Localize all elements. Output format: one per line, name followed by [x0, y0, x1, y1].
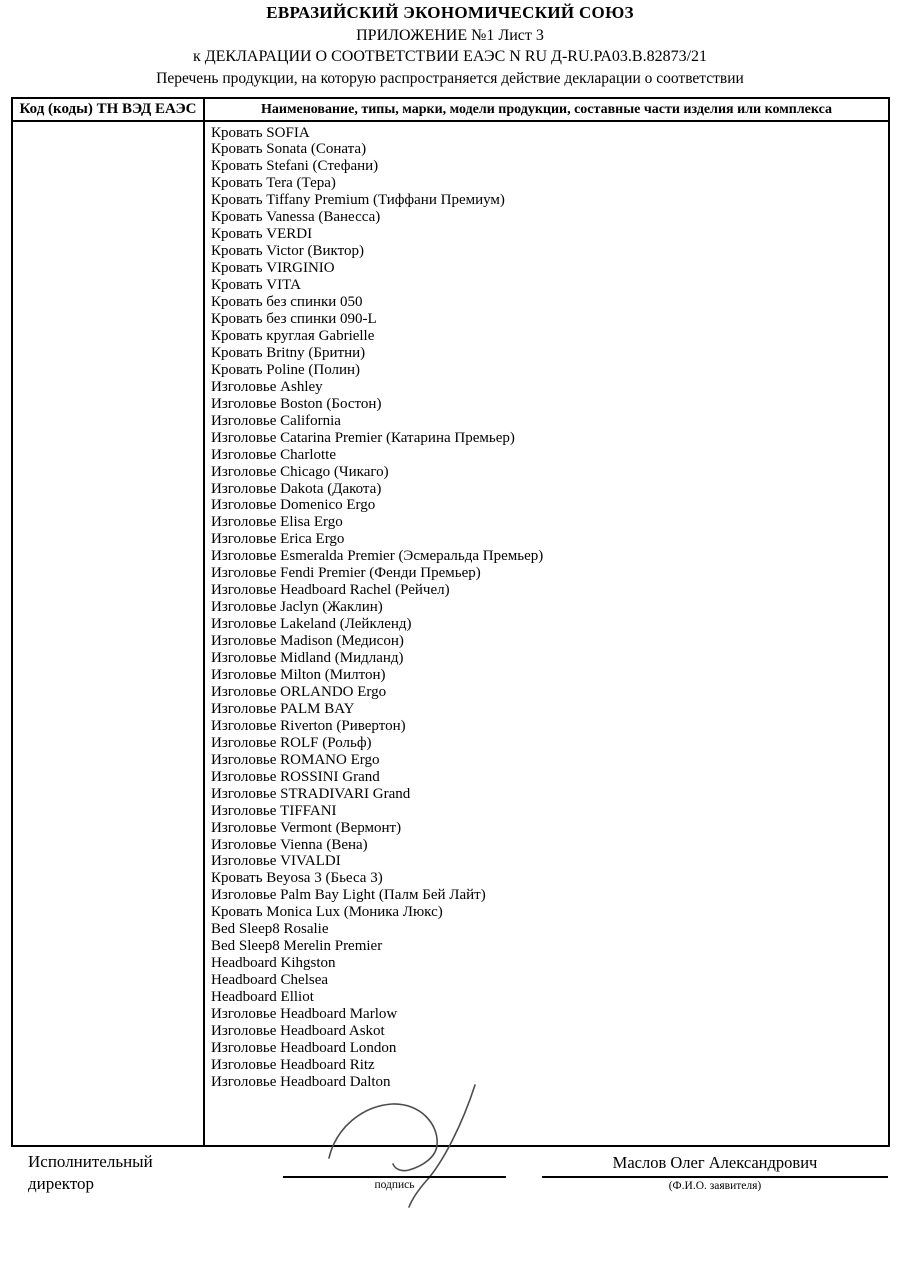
appendix-sheet-line: ПРИЛОЖЕНИЕ №1 Лист 3 [356, 27, 544, 44]
product-item: Изголовье Charlotte [211, 446, 336, 463]
product-item: Headboard Kihgston [211, 955, 336, 972]
product-item: Изголовье Jaclyn (Жаклин) [211, 599, 383, 616]
table-body-row [13, 122, 888, 1146]
product-item: Изголовье Boston (Бостон) [211, 395, 382, 412]
product-item: Изголовье Chicago (Чикаго) [211, 463, 389, 480]
product-item: Изголовье Lakeland (Лейкленд) [211, 616, 412, 633]
column-header-tnved-code: Код (коды) ТН ВЭД ЕАЭС [13, 99, 205, 120]
product-item: Изголовье Headboard Askot [211, 1023, 385, 1040]
product-item: Изголовье Headboard Marlow [211, 1006, 398, 1023]
product-item: Кровать Victor (Виктор) [211, 243, 364, 260]
product-item: Изголовье Madison (Медисон) [211, 633, 404, 650]
product-item: Изголовье Headboard Dalton [211, 1073, 391, 1090]
product-item: Bed Sleep8 Rosalie [211, 921, 329, 938]
product-item: Кровать Vanessa (Ванесса) [211, 209, 381, 226]
product-item: Изголовье ROLF (Рольф) [211, 734, 372, 751]
product-item: Кровать Tera (Тера) [211, 175, 336, 192]
product-item: Кровать Poline (Полин) [211, 361, 361, 378]
product-item: Headboard Chelsea [211, 972, 329, 989]
product-item: Изголовье STRADIVARI Grand [211, 785, 411, 802]
product-item: Изголовье ROMANO Ergo [211, 751, 380, 768]
product-item: Bed Sleep8 Merelin Premier [211, 938, 383, 955]
product-item: Изголовье Vermont (Вермонт) [211, 819, 402, 836]
product-item: Изголовье Milton (Милтон) [211, 667, 386, 683]
product-item: Кровать Britny (Бритни) [211, 344, 366, 361]
applicant-caption: (Ф.И.О. заявителя) [542, 1176, 888, 1192]
declaration-number-line: к ДЕКЛАРАЦИИ О СООТВЕТСТВИИ ЕАЭС N RU Д-RU.РА03.В.82873/21 [192, 48, 708, 65]
product-item: Изголовье Catarina Premier (Катарина Премьер) [211, 429, 515, 446]
product-item: Изголовье Headboard London [211, 1039, 397, 1056]
table-header-row [13, 99, 888, 122]
product-item: Изголовье Esmeralda Premier (Эсмеральда Премьер) [211, 548, 544, 565]
product-item: Изголовье Erica Ergo [211, 531, 345, 548]
product-item: Изголовье Vienna (Вена) [211, 836, 368, 853]
product-item: Кровать VITA [211, 277, 301, 294]
products-table [11, 97, 890, 1147]
column-header-product-name: Наименование, типы, марки, модели продукции, составные части изделия или комплекса [261, 102, 832, 117]
product-item: Изголовье Palm Bay Light (Палм Бей Лайт) [211, 887, 486, 904]
signature-line [283, 1176, 506, 1191]
product-item: Кровать без спинки 050 [211, 294, 363, 311]
applicant-name: Маслов Олег Александрович [612, 1153, 818, 1172]
product-item: Кровать Stefani (Стефани) [211, 158, 379, 175]
product-item: Изголовье Midland (Мидланд) [211, 650, 404, 667]
tnved-code-cell [13, 122, 205, 1146]
signature-caption: подпись [374, 1179, 415, 1191]
product-item: Изголовье Headboard Rachel (Рейчел) [211, 582, 450, 599]
product-item: Кровать Sonata (Соната) [211, 141, 367, 158]
product-item: Кровать круглая Gabrielle [211, 327, 375, 344]
product-item: Кровать SOFIA [211, 124, 310, 141]
product-item: Кровать Tiffany Premium (Тиффани Премиум) [211, 192, 505, 209]
product-item: Кровать Monica Lux (Моника Люкс) [211, 904, 443, 921]
product-item: Изголовье ROSSINI Grand [211, 768, 380, 785]
product-item: Изголовье California [211, 412, 341, 429]
product-item: Изголовье Ashley [211, 378, 323, 395]
product-item: Изголовье ORLANDO Ergo [211, 683, 387, 700]
product-item: Изголовье TIFFANI [211, 802, 337, 819]
product-item: Кровать без спинки 090-L [211, 310, 377, 327]
product-item: Кровать Beyosa 3 (Бьеса 3) [211, 870, 383, 887]
product-item: Изголовье Riverton (Ривертон) [211, 717, 406, 734]
product-item: Изголовье Headboard Ritz [211, 1056, 375, 1073]
product-item: Кровать VERDI [211, 226, 313, 243]
product-item: Кровать VIRGINIO [211, 260, 335, 277]
scope-line: Перечень продукции, на которую распространяется действие декларации о соответствии [156, 70, 744, 87]
signatory-role: Исполнительный директор [28, 1152, 153, 1193]
product-item: Изголовье Dakota (Дакота) [211, 480, 382, 497]
product-item: Изголовье Fendi Premier (Фенди Премьер) [211, 565, 481, 582]
product-item: Headboard Elliot [211, 989, 314, 1006]
handwritten-signature [300, 1070, 500, 1215]
product-item: Изголовье VIVALDI [211, 853, 341, 870]
product-item: Изголовье Domenico Ergo [211, 497, 376, 514]
product-list [205, 122, 888, 1146]
union-title: ЕВРАЗИЙСКИЙ ЭКОНОМИЧЕСКИЙ СОЮЗ [266, 3, 634, 22]
applicant-block [542, 1153, 888, 1192]
product-item: Изголовье Elisa Ergo [211, 514, 343, 531]
product-item: Изголовье PALM BAY [211, 700, 355, 717]
